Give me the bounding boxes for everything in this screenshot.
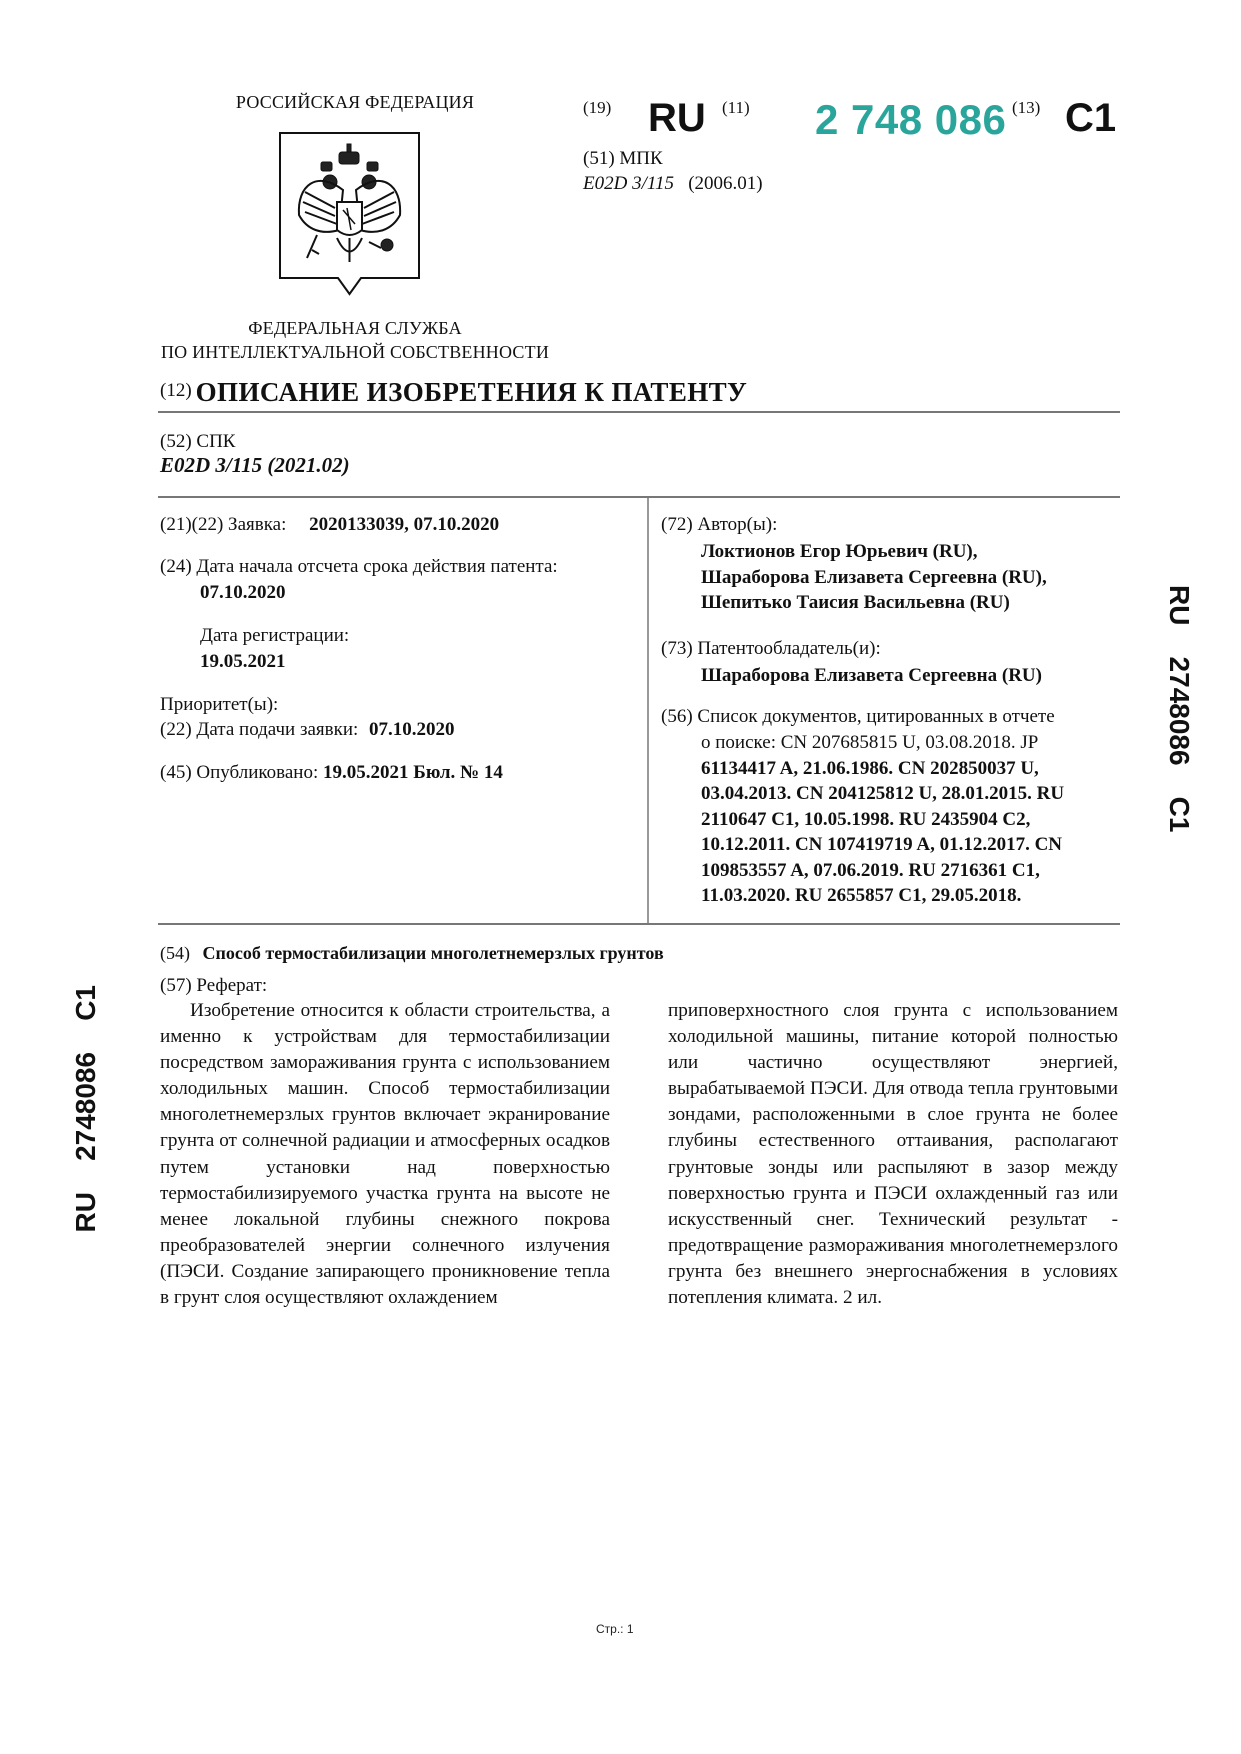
filing-row — [160, 719, 455, 741]
priority-label: Приоритет(ы): — [160, 694, 279, 715]
abstract-text-left: Изобретение относится к области строительства, а именно к устройствам для термостабилизации посредством замораживания грунта с использованием холодильных машин. Способ термостабилизации многолетнемерзлых грунтов включает экранирование грунта от солнечной радиации и атмосферных осадков путем установки над поверхностью термостабилизируемого участка грунта на высоте не менее локальной глубины снежного покрова преобразователей энергии солнечного излучения (ПЭСИ. Создание запирающего проникновение тепла в грунт слоя осуществляют охлаждением — [160, 1000, 610, 1309]
country-name: РОССИЙСКАЯ ФЕДЕРАЦИЯ — [235, 92, 475, 112]
agency-line-1: ФЕДЕРАЛЬНАЯ СЛУЖБА — [248, 318, 462, 338]
term-start-value: 07.10.2020 — [200, 582, 286, 603]
document-title — [160, 377, 747, 408]
side-label-left: RU 2748086 C1 — [70, 985, 101, 1233]
registration-label: Дата регистрации: — [200, 625, 350, 646]
mpk-version: (2006.01) — [688, 173, 763, 194]
authors-label: (72) Автор(ы): — [661, 514, 778, 535]
holders-list — [701, 663, 1042, 689]
invention-title: Способ термостабилизации многолетнемерзлых грунтов — [202, 943, 664, 963]
application-label: (21)(22) Заявка: — [160, 514, 287, 535]
citation-line: 03.04.2013. CN 204125812 U, 28.01.2015. RU — [701, 783, 1065, 804]
citations-label: (56) Список документов, цитированных в отчете — [661, 706, 1055, 727]
side-label-right: RU 2748086 C1 — [1164, 585, 1195, 833]
divider — [158, 923, 1120, 925]
inid-19: (19) — [583, 98, 612, 117]
author-item: Шараборова Елизавета Сергеевна (RU), — [701, 566, 1047, 588]
filing-label: (22) Дата подачи заявки: — [160, 719, 359, 740]
citations-list — [701, 730, 1064, 909]
kind-code: C1 — [1065, 96, 1117, 140]
citation-line: 109853557 A, 07.06.2019. RU 2716361 C1, — [701, 859, 1040, 881]
registration-value: 19.05.2021 — [200, 651, 286, 672]
patent-number: 2 748 086 — [815, 96, 1007, 143]
authors-list — [701, 539, 1047, 616]
application-row — [160, 514, 499, 536]
agency-name — [120, 316, 590, 364]
published-row — [160, 762, 503, 784]
coat-of-arms-icon — [277, 130, 422, 302]
spk-label: (52) СПК — [160, 431, 236, 452]
mpk-code: E02D 3/115 — [583, 173, 674, 194]
abstract-text-right: приповерхностного слоя грунта с использованием холодильной машины, питание которой полностью или частично осуществляют энергией, вырабатываемой ПЭСИ. Для отвода тепла грунтовыми зондами, расположенными в слое грунта не более глубины естественного оттаивания, располагают грунтовые зонды или распыляют в зазор между поверхностью грунта и ПЭСИ охлажденный газ или искусственный снег. Технический результат - предотвращение размораживания многолетнемерзлого грунта без внешнего энергоснабжения в условиях потепления климата. 2 ил. — [668, 1000, 1118, 1309]
divider — [158, 411, 1120, 413]
inid-11: (11) — [722, 98, 750, 117]
title-inid: (12) — [160, 380, 192, 401]
citation-line: 2110647 C1, 10.05.1998. RU 2435904 C2, — [701, 808, 1031, 830]
author-item: Локтионов Егор Юрьевич (RU), — [701, 541, 978, 562]
country-code: RU — [648, 96, 706, 140]
holder-item: Шараборова Елизавета Сергеевна (RU) — [701, 665, 1042, 686]
mpk-label: (51) МПК — [583, 148, 663, 169]
holders-label: (73) Патентообладатель(и): — [661, 638, 881, 659]
author-item: Шепитько Таисия Васильевна (RU) — [701, 592, 1010, 613]
term-start-label: (24) Дата начала отсчета срока действия патента: — [160, 556, 558, 577]
invention-title-inid: (54) — [160, 943, 190, 963]
citation-line: 61134417 A, 21.06.1986. CN 202850037 U, — [701, 757, 1039, 779]
abstract-right-column — [668, 998, 1118, 1311]
title-text: ОПИСАНИЕ ИЗОБРЕТЕНИЯ К ПАТЕНТУ — [195, 377, 748, 407]
column-divider — [647, 498, 649, 923]
filing-value: 07.10.2020 — [369, 719, 455, 740]
published-value: 19.05.2021 Бюл. № 14 — [323, 762, 503, 783]
invention-title-row — [160, 943, 664, 964]
page-number: Стр.: 1 — [596, 1622, 634, 1636]
mpk-classification — [583, 173, 763, 195]
abstract-left-column — [160, 998, 610, 1311]
citation-line: 10.12.2011. CN 107419719 A, 01.12.2017. CN — [701, 834, 1063, 855]
divider — [158, 496, 1120, 498]
citation-line: 11.03.2020. RU 2655857 C1, 29.05.2018. — [701, 885, 1022, 906]
abstract-label: (57) Реферат: — [160, 975, 268, 996]
inid-13: (13) — [1012, 98, 1041, 117]
agency-line-2: ПО ИНТЕЛЛЕКТУАЛЬНОЙ СОБСТВЕННОСТИ — [160, 342, 550, 362]
citation-line: о поиске: CN 207685815 U, 03.08.2018. JP — [701, 732, 1039, 753]
application-value: 2020133039, 07.10.2020 — [309, 514, 500, 535]
published-label: (45) Опубликовано: — [160, 762, 319, 783]
spk-value: E02D 3/115 (2021.02) — [160, 453, 350, 477]
